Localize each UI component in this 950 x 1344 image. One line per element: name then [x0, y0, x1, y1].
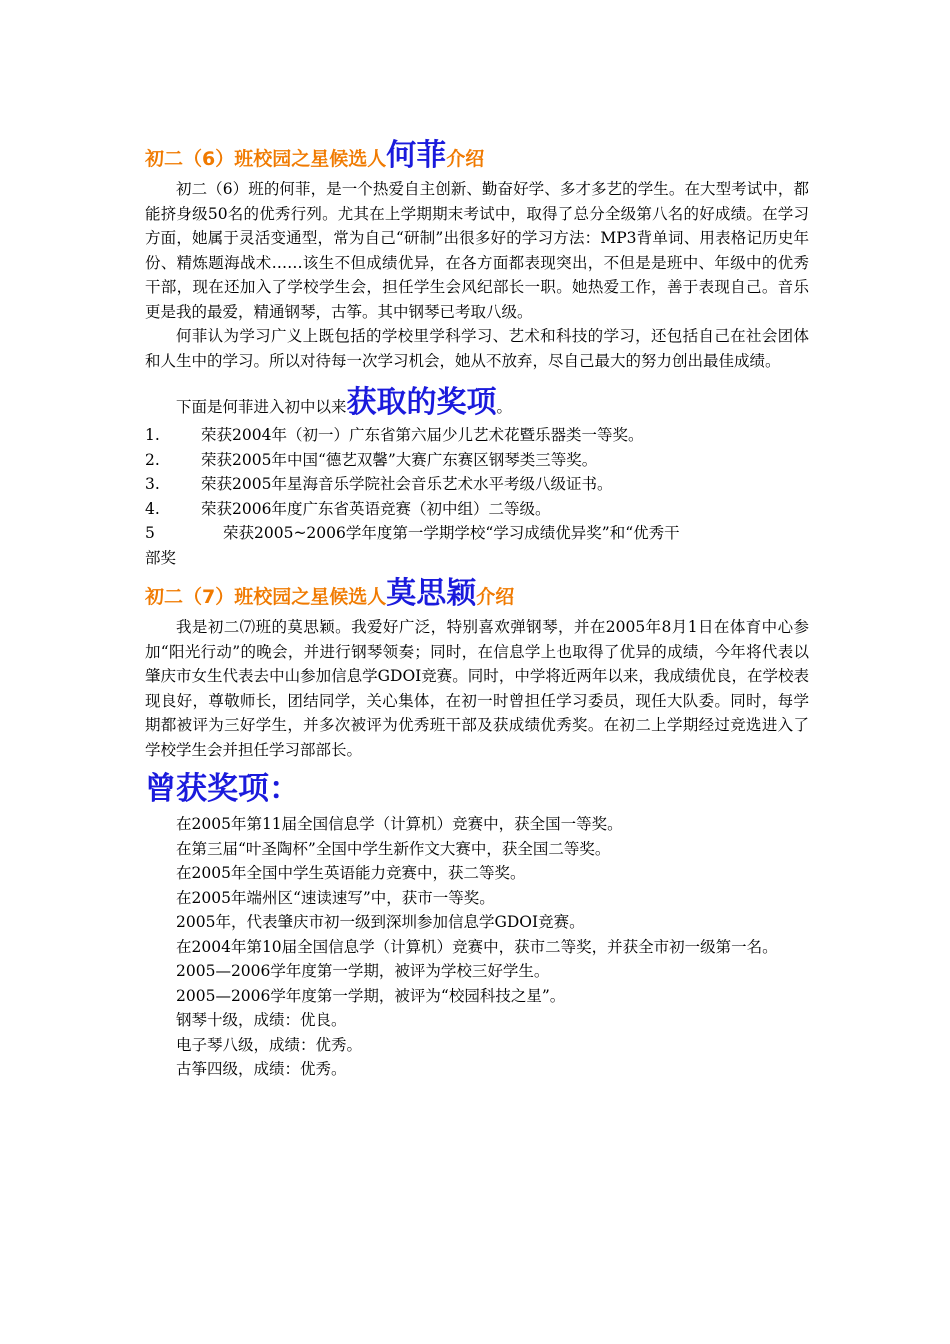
list-item-text-continuation: 部奖: [145, 548, 177, 567]
section1-title-suffix: 介绍: [446, 148, 485, 170]
list-item: 2005—2006学年度第一学期，被评为“校园科技之星”。: [176, 986, 566, 1005]
list-item-number: 2.: [145, 450, 160, 469]
list-item: [145, 521, 809, 546]
section2-awards-heading: 曾获奖项：: [145, 771, 300, 807]
section1-paragraph-1: 初二（6）班的何菲，是一个热爱自主创新、勤奋好学、多才多艺的学生。在大型考试中，都能挤身级50名的优秀行列。尤其在上学期期末考试中，取得了总分全级第八名的好成绩。在学习方面，她属于灵活变通型，常为自己“研制”出很多好的学习方法：MP3背单词、用表格记历史年份、精炼题海战术……该生不但成绩优异，在各方面都表现突出，不但是是班中、年级中的优秀干部，现在还加入了学校学生会，担任学生会风纪部长一职。她热爱工作，善于表现自己。音乐更是我的最爱，精通钢琴，古筝。其中钢琴已考取八级。: [145, 180, 809, 321]
list-item: 钢琴十级，成绩：优良。: [176, 1011, 347, 1029]
list-item: 电子琴八级，成绩：优秀。: [176, 1035, 363, 1054]
list-item-text: 荣获2004年（初一）广东省第六届少儿艺术花暨乐器类一等奖。: [201, 426, 644, 444]
list-item: 2005年，代表肇庆市初一级到深圳参加信息学GDOI竞赛。: [176, 913, 585, 931]
section1-title-name: 何菲: [386, 138, 447, 173]
section1-awards-list: [145, 423, 809, 570]
list-item: [145, 423, 809, 448]
list-item: [145, 448, 809, 473]
list-item-number: 5: [145, 524, 155, 542]
awards-intro-suffix: 。: [496, 398, 513, 416]
list-item: 古筝四级，成绩：优秀。: [176, 1060, 347, 1078]
section1-paragraph-2: 何菲认为学习广义上既包括的学校里学科学习、艺术和科技的学习，还包括自己在社会团体和人生中的学习。所以对待每一次学习机会，她从不放弃，尽自己最大的努力创出最佳成绩。: [145, 327, 809, 370]
list-item: 在2005年端州区“速读速写”中，获市一等奖。: [176, 888, 495, 907]
section2-awards-list: [145, 812, 809, 1082]
list-item-number: 1.: [145, 426, 160, 444]
document-page: [145, 138, 809, 1082]
list-item: 在第三届“叶圣陶杯”全国中学生新作文大赛中，获全国二等奖。: [176, 839, 611, 858]
section2-title-name: 莫思颖: [386, 576, 477, 611]
list-item-text: 荣获2005~2006学年度第一学期学校“学习成绩优异奖”和“优秀干: [223, 524, 680, 542]
awards-intro-prefix: 下面是何菲进入初中以来: [176, 398, 347, 416]
list-item-number: 3.: [145, 475, 160, 493]
list-item: 在2005年第11届全国信息学（计算机）竞赛中，获全国一等奖。: [176, 815, 623, 833]
list-item: 在2005年全国中学生英语能力竞赛中，获二等奖。: [176, 864, 526, 882]
section1-title-prefix: 初二（6）班校园之星候选人: [145, 148, 387, 170]
list-item-text: 荣获2005年星海音乐学院社会音乐艺术水平考级八级证书。: [201, 475, 613, 493]
section2-paragraph: 我是初二⑺班的莫思颖。我爱好广泛，特别喜欢弹钢琴，并在2005年8月1日在体育中心参加“阳光行动”的晚会，并进行钢琴领奏；同时，在信息学上也取得了优异的成绩，今年将代表以肇庆市女生代表去中山参加信息学GDOI竞赛。同时，中学将近两年以来，我成绩优良，在学校表现良好，尊敬师长，团结同学，关心集体，在初一时曾担任学习委员，现任大队委。同时，每学期都被评为三好学生，并多次被评为优秀班干部及获成绩优秀奖。在初二上学期经过竞选进入了学校学生会并担任学习部部长。: [145, 618, 809, 759]
list-item: [145, 472, 809, 497]
list-item-continuation: [145, 546, 809, 571]
section1-title: [145, 138, 809, 177]
list-item-number: 4.: [145, 499, 160, 518]
section1-awards-intro: [145, 387, 809, 423]
section2-title-suffix: 介绍: [476, 586, 515, 608]
section2-title-prefix: 初二（7）班校园之星候选人: [145, 586, 387, 608]
awards-intro-big: 获取的奖项: [346, 385, 497, 420]
list-item-text: 荣获2006年度广东省英语竞赛（初中组）二等级。: [201, 499, 551, 518]
list-item: 2005—2006学年度第一学期，被评为学校三好学生。: [176, 962, 550, 980]
list-item: 在2004年第10届全国信息学（计算机）竞赛中，获市二等奖，并获全市初一级第一名。: [176, 937, 778, 956]
section2-title: [145, 576, 809, 615]
list-item-text: 荣获2005年中国“德艺双馨”大赛广东赛区钢琴类三等奖。: [201, 450, 598, 469]
list-item: [145, 497, 809, 522]
